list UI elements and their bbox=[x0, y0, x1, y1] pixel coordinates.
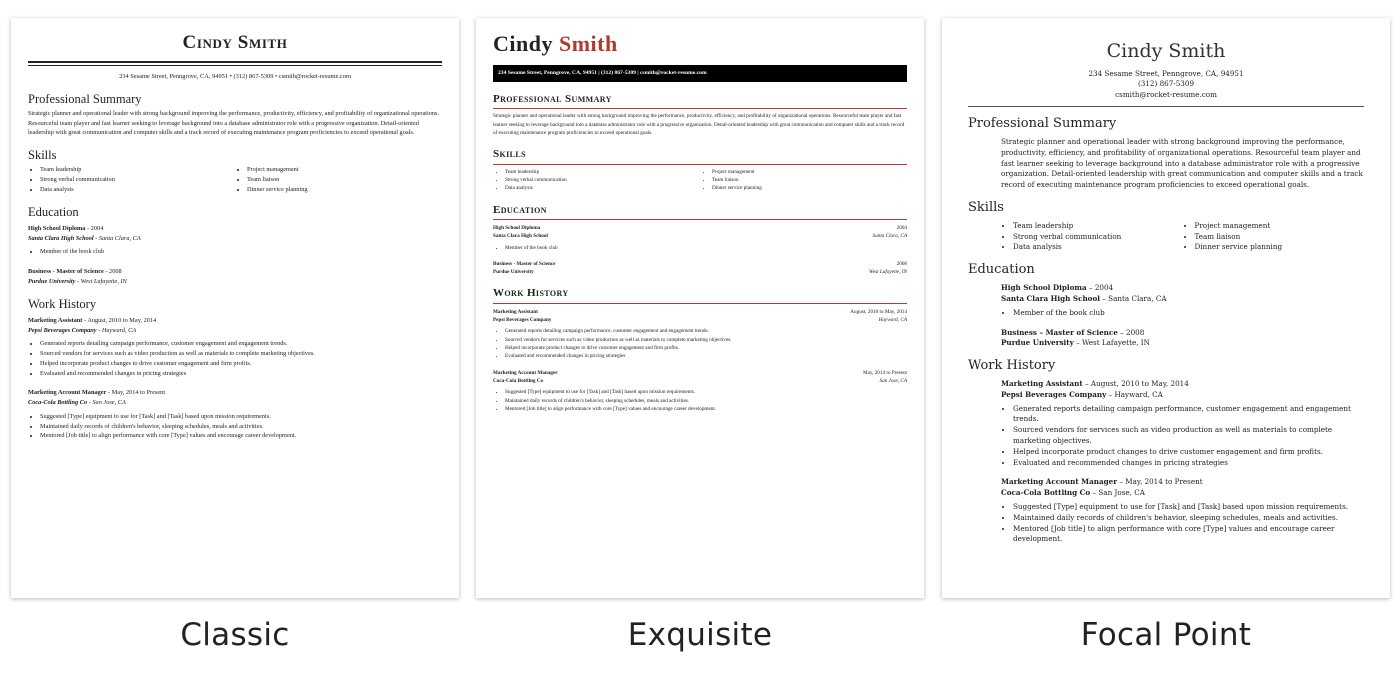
work-bullet: • Helped incorporate product changes to drive customer engagement and firm profits. bbox=[505, 344, 907, 352]
summary-text: Strategic planner and operational leader with strong background improving the performance, productivity, efficiency, and profitability of organizational operations. Resourceful team player and fast learner seeking to leverage background into a database administrator role with a progressive organization. Detail-oriented leadership with great communication and computer skills and a track record of executing maintenance program proficiencies to exceed operational goals. bbox=[1001, 137, 1363, 190]
education-entry: Business - Master of Science - 2008 Purdue University - West Lafayette, IN bbox=[28, 268, 127, 285]
work-bullet: • Evaluated and recommended changes in pricing strategies bbox=[505, 352, 907, 360]
skill-item: • Team leadership bbox=[40, 165, 235, 175]
work-bullet: • Mentored [Job title] to align performance with core [Type] values and encourage career development. bbox=[505, 405, 907, 413]
caption-classic[interactable]: Classic bbox=[180, 617, 290, 653]
skill-item: • Team liaison bbox=[712, 176, 907, 184]
work-bullet: • Generated reports detailing campaign performance, customer engagement and engagement trends. bbox=[505, 327, 907, 335]
contact-email: csmith@rocket-resume.com bbox=[1115, 89, 1217, 99]
education-bullet: • Member of the book club bbox=[505, 244, 907, 252]
resume-name: Cindy Smith bbox=[182, 32, 288, 53]
contact-line: 234 Sesame Street, Penngrove, CA, 94951 • (312) 867-5309 • csmith@rocket-resume.com bbox=[119, 72, 351, 80]
work-bullet: • Generated reports detailing campaign performance, customer engagement and engagement trends. bbox=[1013, 404, 1364, 426]
section-heading-education: Education bbox=[968, 262, 1035, 278]
section-heading-summary: Professional Summary bbox=[493, 92, 907, 109]
caption-exquisite[interactable]: Exquisite bbox=[627, 617, 773, 653]
skill-item: • Team liaison bbox=[1195, 232, 1365, 243]
section-heading-work: Work History bbox=[493, 286, 907, 303]
resume-name: Cindy Smith bbox=[1106, 40, 1226, 62]
section-heading-work: Work History bbox=[968, 358, 1056, 374]
resume-name: Cindy Smith bbox=[493, 31, 618, 56]
education-bullet: • Member of the book club bbox=[1013, 308, 1364, 319]
section-heading-summary: Professional Summary bbox=[968, 116, 1117, 132]
section-heading-education: Education bbox=[28, 204, 79, 219]
work-bullet: • Evaluated and recommended changes in pricing strategies bbox=[1013, 458, 1364, 469]
work-bullet: • Maintained daily records of children's behavior, sleeping schedules, meals and activities. bbox=[505, 397, 907, 405]
work-bullet: • Maintained daily records of children's behavior, sleeping schedules, meals and activities. bbox=[40, 422, 442, 432]
skill-item: • Dinner service planning bbox=[1195, 242, 1365, 253]
work-bullet: • Suggested [Type] equipment to use for [Task] and [Task] based upon mission requirements. bbox=[505, 388, 907, 396]
work-entry: Marketing Assistant August, 2010 to May, 2014 Pepsi Beverages Company Hayward, CA • Generated reports detailing campaign performance, customer engagement and engagement trends. • Sourced vendors for services such as video production as well as materials to complete marketing objectives. • Helped incorporate product changes to drive customer engagement and firm profits. • Evaluated and recommended changes in pricing strategies bbox=[493, 308, 907, 361]
work-entry: Marketing Account Manager - May, 2014 to Present Coca-Cola Bottling Co - San Jose, CA • Suggested [Type] equipment to use for [Task] and [Task] based upon mission requirements. • Maintained daily records of children's behavior, sleeping schedules, meals and activities. • Mentored [Job title] to align performance with core [Type] values and encourage career development. bbox=[28, 388, 442, 441]
work-bullet: • Helped incorporate product changes to drive customer engagement and firm profits. bbox=[40, 359, 442, 369]
contact-bar: 234 Sesame Street, Penngrove, CA, 94951 | (312) 867-5309 | csmith@rocket-resume.com bbox=[493, 65, 907, 82]
skill-item: • Data analysis bbox=[40, 185, 235, 195]
work-bullet: • Suggested [Type] equipment to use for [Task] and [Task] based upon mission requirements. bbox=[1013, 502, 1364, 513]
work-bullet: • Sourced vendors for services such as video production as well as materials to complete marketing objectives. bbox=[40, 349, 442, 359]
work-entry: Marketing Account Manager – May, 2014 to Present Coca-Cola Bottling Co – San Jose, CA • Suggested [Type] equipment to use for [Task] and [Task] based upon mission requirements. • Maintained daily records of children's behavior, sleeping schedules, meals and activities. • Mentored [Job title] to align performance with core [Type] values and encourage career development. bbox=[1001, 477, 1364, 545]
summary-text: Strategic planner and operational leader with strong background improving the performance, productivity, efficiency, and profitability of organizational operations. Resourceful team player and fast learner seeking to leverage background into a database administrator role with a progressive organization. Detail-oriented leadership with great communication and computer skills and a track record of executing maintenance program proficiencies to exceed operational goals. bbox=[493, 113, 905, 137]
contact-phone: (312) 867-5309 bbox=[1137, 79, 1195, 89]
skill-item: • Project management bbox=[712, 168, 907, 176]
section-heading-skills: Skills bbox=[493, 147, 907, 164]
template-card-exquisite[interactable] bbox=[476, 18, 924, 598]
skill-item: • Project management bbox=[1195, 221, 1365, 232]
skill-item: • Team liaison bbox=[247, 175, 442, 185]
skill-item: • Dinner service planning bbox=[712, 184, 907, 192]
skill-item: • Data analysis bbox=[1013, 242, 1183, 253]
work-bullet: • Sourced vendors for services such as video production as well as materials to complete marketing objectives. bbox=[505, 336, 907, 344]
work-bullet: • Maintained daily records of children's behavior, sleeping schedules, meals and activities. bbox=[1013, 513, 1364, 524]
education-entry: Business - Master of Science 2008 Purdue University West Lafayette, IN bbox=[493, 260, 907, 276]
template-card-classic[interactable] bbox=[11, 18, 459, 598]
section-heading-skills: Skills bbox=[968, 199, 1004, 215]
skills-list bbox=[28, 165, 442, 194]
header-divider bbox=[968, 106, 1364, 107]
contact-block bbox=[968, 69, 1364, 100]
work-bullet: • Sourced vendors for services such as video production as well as materials to complete marketing objectives. bbox=[1013, 425, 1364, 447]
header-divider bbox=[28, 61, 442, 66]
skills-column-left bbox=[493, 168, 700, 193]
contact-address: 234 Sesame Street, Penngrove, CA, 94951 bbox=[1088, 68, 1244, 78]
work-bullet: • Helped incorporate product changes to drive customer engagement and firm profits. bbox=[1013, 447, 1364, 458]
section-heading-work: Work History bbox=[28, 296, 97, 311]
skill-item: • Team leadership bbox=[1013, 221, 1183, 232]
education-entry: High School Diploma - 2004 Santa Clara High School - Santa Clara, CA • Member of the book club bbox=[28, 224, 442, 257]
section-heading-summary: Professional Summary bbox=[28, 91, 142, 106]
skill-item: • Strong verbal communication bbox=[1013, 232, 1183, 243]
skills-list bbox=[968, 221, 1364, 253]
skills-column-left bbox=[28, 165, 235, 194]
education-entry: Business – Master of Science – 2008 Purdue University – West Lafayette, IN bbox=[1001, 327, 1150, 348]
caption-focal-point[interactable]: Focal Point bbox=[1080, 617, 1252, 653]
work-entry: Marketing Assistant – August, 2010 to May, 2014 Pepsi Beverages Company – Hayward, CA • Generated reports detailing campaign performance, customer engagement and engagement trends. • Sourced vendors for services such as video production as well as materials to complete marketing objectives. • Helped incorporate product changes to drive customer engagement and firm profits. • Evaluated and recommended changes in pricing strategies bbox=[1001, 379, 1364, 468]
skills-column-right bbox=[700, 168, 907, 193]
education-entry: High School Diploma 2004 Santa Clara High School Santa Clara, CA • Member of the book club bbox=[493, 224, 907, 252]
skill-item: • Strong verbal communication bbox=[505, 176, 700, 184]
work-bullet: • Suggested [Type] equipment to use for [Task] and [Task] based upon mission requirements. bbox=[40, 412, 442, 422]
skill-item: • Team leadership bbox=[505, 168, 700, 176]
skills-column-right bbox=[235, 165, 442, 194]
education-entry: High School Diploma – 2004 Santa Clara High School – Santa Clara, CA • Member of the book club bbox=[1001, 283, 1364, 318]
summary-text: Strategic planner and operational leader with strong background improving the performance, productivity, efficiency, and profitability of organizational operations. Resourceful team player and fast learner seeking to leverage background into a database administrator role with a progressive organization. Detail-oriented leadership with great communication and computer skills and a track record of executing maintenance program proficiencies to exceed operational goals. bbox=[28, 109, 440, 137]
skills-list bbox=[493, 168, 907, 193]
template-card-focal-point[interactable] bbox=[942, 18, 1390, 598]
skills-column-right bbox=[1183, 221, 1365, 253]
skill-item: • Strong verbal communication bbox=[40, 175, 235, 185]
work-entry: Marketing Assistant - August, 2010 to May, 2014 Pepsi Beverages Company - Hayward, CA • Generated reports detailing campaign performance, customer engagement and engagement trends. • Sourced vendors for services such as video production as well as materials to complete marketing objectives. • Helped incorporate product changes to drive customer engagement and firm profits. • Evaluated and recommended changes in pricing strategies bbox=[28, 316, 442, 379]
work-bullet: • Mentored [Job title] to align performance with core [Type] values and encourage career development. bbox=[40, 431, 442, 441]
work-entry: Marketing Account Manager May, 2014 to Present Coca-Cola Bottling Co San Jose, CA • Suggested [Type] equipment to use for [Task] and [Task] based upon mission requirements. • Maintained daily records of children's behavior, sleeping schedules, meals and activities. • Mentored [Job title] to align performance with core [Type] values and encourage career development. bbox=[493, 369, 907, 414]
section-heading-skills: Skills bbox=[28, 148, 57, 163]
skills-column-left bbox=[1001, 221, 1183, 253]
skill-item: • Data analysis bbox=[505, 184, 700, 192]
work-block bbox=[968, 379, 1364, 545]
work-bullet: • Evaluated and recommended changes in pricing strategies bbox=[40, 369, 442, 379]
education-bullet: • Member of the book club bbox=[40, 247, 442, 257]
skill-item: • Project management bbox=[247, 165, 442, 175]
education-block bbox=[968, 283, 1364, 349]
skill-item: • Dinner service planning bbox=[247, 185, 442, 195]
work-bullet: • Mentored [Job title] to align performance with core [Type] values and encourage career development. bbox=[1013, 524, 1364, 546]
work-bullet: • Generated reports detailing campaign performance, customer engagement and engagement trends. bbox=[40, 339, 442, 349]
section-heading-education: Education bbox=[493, 203, 907, 220]
